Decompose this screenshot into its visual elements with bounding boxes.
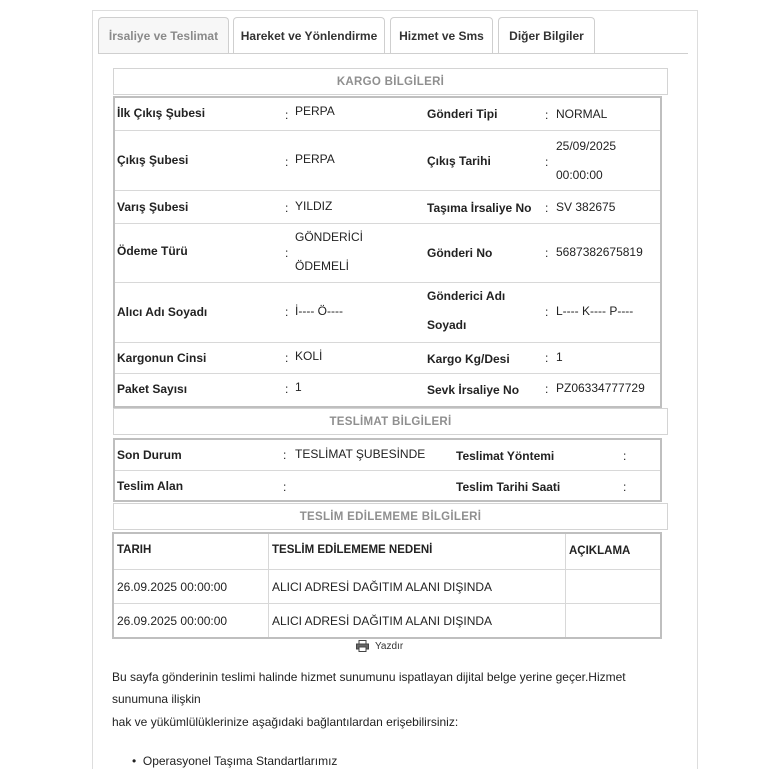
package-count-label: Paket Sayısı (117, 382, 188, 396)
shipment-type-label: Gönderi Tipi (427, 107, 498, 121)
colon: : (283, 480, 287, 494)
tab-irsaliye-teslimat[interactable]: İrsaliye ve Teslimat (98, 17, 229, 53)
arrival-branch-label: Varış Şubesi (117, 200, 189, 214)
row-date: 26.09.2025 00:00:00 (117, 580, 228, 594)
row-reason: ALICI ADRESİ DAĞITIM ALANI DIŞINDA (272, 580, 493, 594)
sender-name-value: L---- K---- P---- (556, 304, 634, 318)
colon: : (545, 201, 549, 215)
colon: : (623, 449, 627, 463)
cargo-kind-value: KOLİ (295, 349, 323, 363)
colon: : (545, 155, 549, 169)
row-reason: ALICI ADRESİ DAĞITIM ALANI DIŞINDA (272, 614, 493, 628)
colon: : (285, 382, 289, 396)
recipient-name-value: İ---- Ö---- (295, 304, 343, 318)
printer-icon (356, 640, 369, 652)
first-branch-value: PERPA (295, 104, 335, 118)
table-row (115, 131, 660, 191)
received-by-label: Teslim Alan (117, 479, 184, 493)
cargo-info-table (113, 96, 662, 408)
column-header-note: AÇIKLAMA (569, 545, 631, 557)
table-row (115, 98, 660, 131)
legal-text-line2: sunumuna ilişkin (112, 692, 201, 706)
print-label: Yazdır (375, 640, 404, 652)
colon: : (545, 305, 549, 319)
cargo-kind-label: Kargonun Cinsi (117, 351, 207, 365)
delivery-datetime-label: Teslim Tarihi Saati (456, 480, 561, 494)
undelivered-table (112, 532, 662, 639)
cargo-kg-desi-value: 1 (556, 350, 563, 364)
dispatch-waybill-label: Sevk İrsaliye No (427, 383, 520, 397)
table-header-row (114, 534, 660, 570)
legal-text-line3: hak ve yükümlülüklerinize aşağıdaki bağlantılardan erişebilirsiniz: (112, 715, 459, 729)
last-status-label: Son Durum (117, 448, 182, 462)
sender-name-label-line2: Soyadı (427, 318, 467, 332)
table-row (114, 604, 660, 637)
last-status-value: TESLİMAT ŞUBESİNDE (295, 447, 426, 461)
shipment-no-value: 5687382675819 (556, 245, 643, 259)
tab-diger-bilgiler[interactable]: Diğer Bilgiler (498, 17, 595, 53)
shipment-type-value: NORMAL (556, 107, 608, 121)
cargo-kg-desi-label: Kargo Kg/Desi (427, 352, 510, 366)
undelivered-section-header: TESLİM EDİLEMEME BİLGİLERİ (113, 503, 668, 530)
transport-waybill-value: SV 382675 (556, 200, 616, 214)
standards-link[interactable] (132, 754, 337, 768)
sender-name-label-line1: Gönderici Adı (427, 289, 506, 303)
recipient-name-label: Alıcı Adı Soyadı (117, 305, 208, 319)
colon: : (285, 155, 289, 169)
delivery-method-label: Teslimat Yöntemi (456, 449, 555, 463)
colon: : (283, 448, 287, 462)
colon: : (545, 382, 549, 396)
legal-text-line1: Bu sayfa gönderinin teslimi halinde hizmet sunumunu ispatlayan dijital belge yerine geçer.Hizmet (112, 670, 626, 684)
arrival-branch-value: YILDIZ (295, 199, 333, 213)
tab-hizmet-sms[interactable]: Hizmet ve Sms (390, 17, 493, 53)
delivery-section-header: TESLİMAT BİLGİLERİ (113, 408, 668, 435)
table-row (115, 440, 660, 471)
tab-divider (98, 53, 688, 54)
table-row (115, 374, 660, 406)
colon: : (285, 108, 289, 122)
colon: : (545, 351, 549, 365)
table-row (115, 224, 660, 283)
colon: : (285, 305, 289, 319)
colon: : (285, 201, 289, 215)
colon: : (285, 351, 289, 365)
departure-time-value: 00:00:00 (556, 168, 603, 182)
bullet-icon: • (132, 754, 137, 768)
colon: : (623, 480, 627, 494)
colon: : (545, 246, 549, 260)
package-count-value: 1 (295, 380, 302, 394)
first-branch-label: İlk Çıkış Şubesi (117, 106, 206, 120)
payment-type-value-line1: GÖNDERİCİ (295, 230, 364, 244)
shipment-no-label: Gönderi No (427, 246, 493, 260)
table-row (115, 343, 660, 374)
departure-branch-value: PERPA (295, 152, 335, 166)
payment-type-label: Ödeme Türü (117, 244, 188, 258)
print-button[interactable] (356, 640, 403, 652)
delivery-info-table (113, 438, 662, 502)
row-date: 26.09.2025 00:00:00 (117, 614, 228, 628)
standards-link-label: Operasyonel Taşıma Standartlarımız (142, 754, 338, 768)
column-header-reason: TESLİM EDİLEMEME NEDENİ (272, 544, 433, 556)
tab-hareket-yonlendirme[interactable]: Hareket ve Yönlendirme (233, 17, 385, 53)
table-row (115, 191, 660, 224)
dispatch-waybill-value: PZ06334777729 (556, 381, 645, 395)
departure-date-value: 25/09/2025 (556, 139, 617, 153)
table-row (115, 283, 660, 343)
table-row (115, 471, 660, 500)
column-header-date: TARIH (117, 544, 152, 556)
cargo-section-header: KARGO BİLGİLERİ (113, 68, 668, 95)
colon: : (545, 108, 549, 122)
table-row (114, 570, 660, 604)
departure-date-label: Çıkış Tarihi (427, 154, 491, 168)
departure-branch-label: Çıkış Şubesi (117, 153, 189, 167)
colon: : (285, 246, 289, 260)
payment-type-value-line2: ÖDEMELİ (295, 259, 350, 273)
transport-waybill-label: Taşıma İrsaliye No (427, 201, 532, 215)
